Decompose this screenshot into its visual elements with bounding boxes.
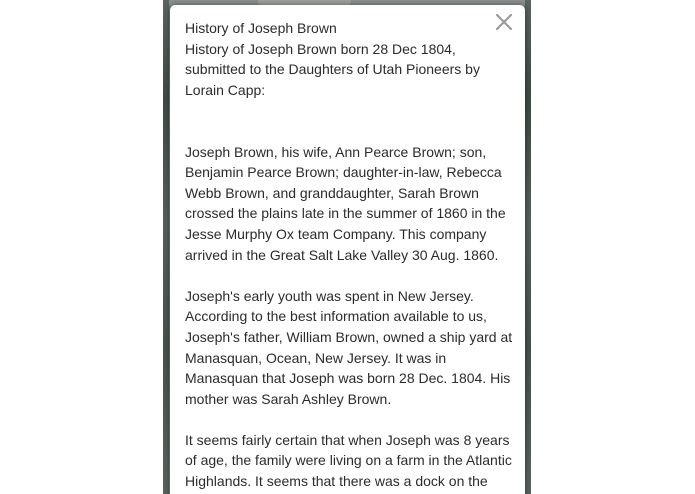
history-text [185, 18, 517, 492]
paragraph-line: According to the best information available to us, [185, 308, 487, 325]
backdrop-left-edge [163, 0, 169, 494]
intro-line: Lorain Capp: [185, 81, 266, 98]
paragraph-line: arrived in the Great Salt Lake Valley 30 Aug. 1860. [185, 246, 499, 263]
paragraph-line: Joseph's father, William Brown, owned a ship yard at [185, 328, 513, 345]
paragraph-line: It seems fairly certain that when Joseph was 8 years [185, 431, 510, 448]
paragraph-line: Jesse Murphy Ox team Company. This company [185, 225, 487, 242]
paragraph-travel [185, 142, 517, 266]
paragraph-line: Manasquan, Ocean, New Jersey. It was in [185, 349, 447, 366]
backdrop-right-edge [525, 0, 531, 494]
paragraph-line: of age, the family were living on a farm in the Atlantic [185, 452, 512, 469]
paragraph-line: Manasquan that Joseph was born 28 Dec. 1804. His [185, 370, 511, 387]
intro-line: History of Joseph Brown born 28 Dec 1804, [185, 40, 456, 57]
paragraph-line: Highlands. It seems that there was a dock on the [185, 473, 488, 490]
paragraph-line: Webb Brown, and granddaughter, Sarah Brown [185, 184, 479, 201]
paragraph-line: Benjamin Pearce Brown; daughter-in-law, Rebecca [185, 164, 502, 181]
paragraph-line: Joseph Brown, his wife, Ann Pearce Brown; son, [185, 143, 487, 160]
paragraph-line: Joseph's early youth was spent in New Jersey. [185, 287, 474, 304]
paragraph-early-youth [185, 286, 517, 410]
paragraph-line: crossed the plains late in the summer of 1860 in the [185, 205, 506, 222]
paragraph-line: mother was Sarah Ashley Brown. [185, 390, 392, 407]
history-title: History of Joseph Brown [185, 20, 337, 36]
paragraph-farm [185, 430, 517, 492]
intro-line: submitted to the Daughters of Utah Pioneers by [185, 61, 480, 78]
history-modal [170, 5, 525, 494]
